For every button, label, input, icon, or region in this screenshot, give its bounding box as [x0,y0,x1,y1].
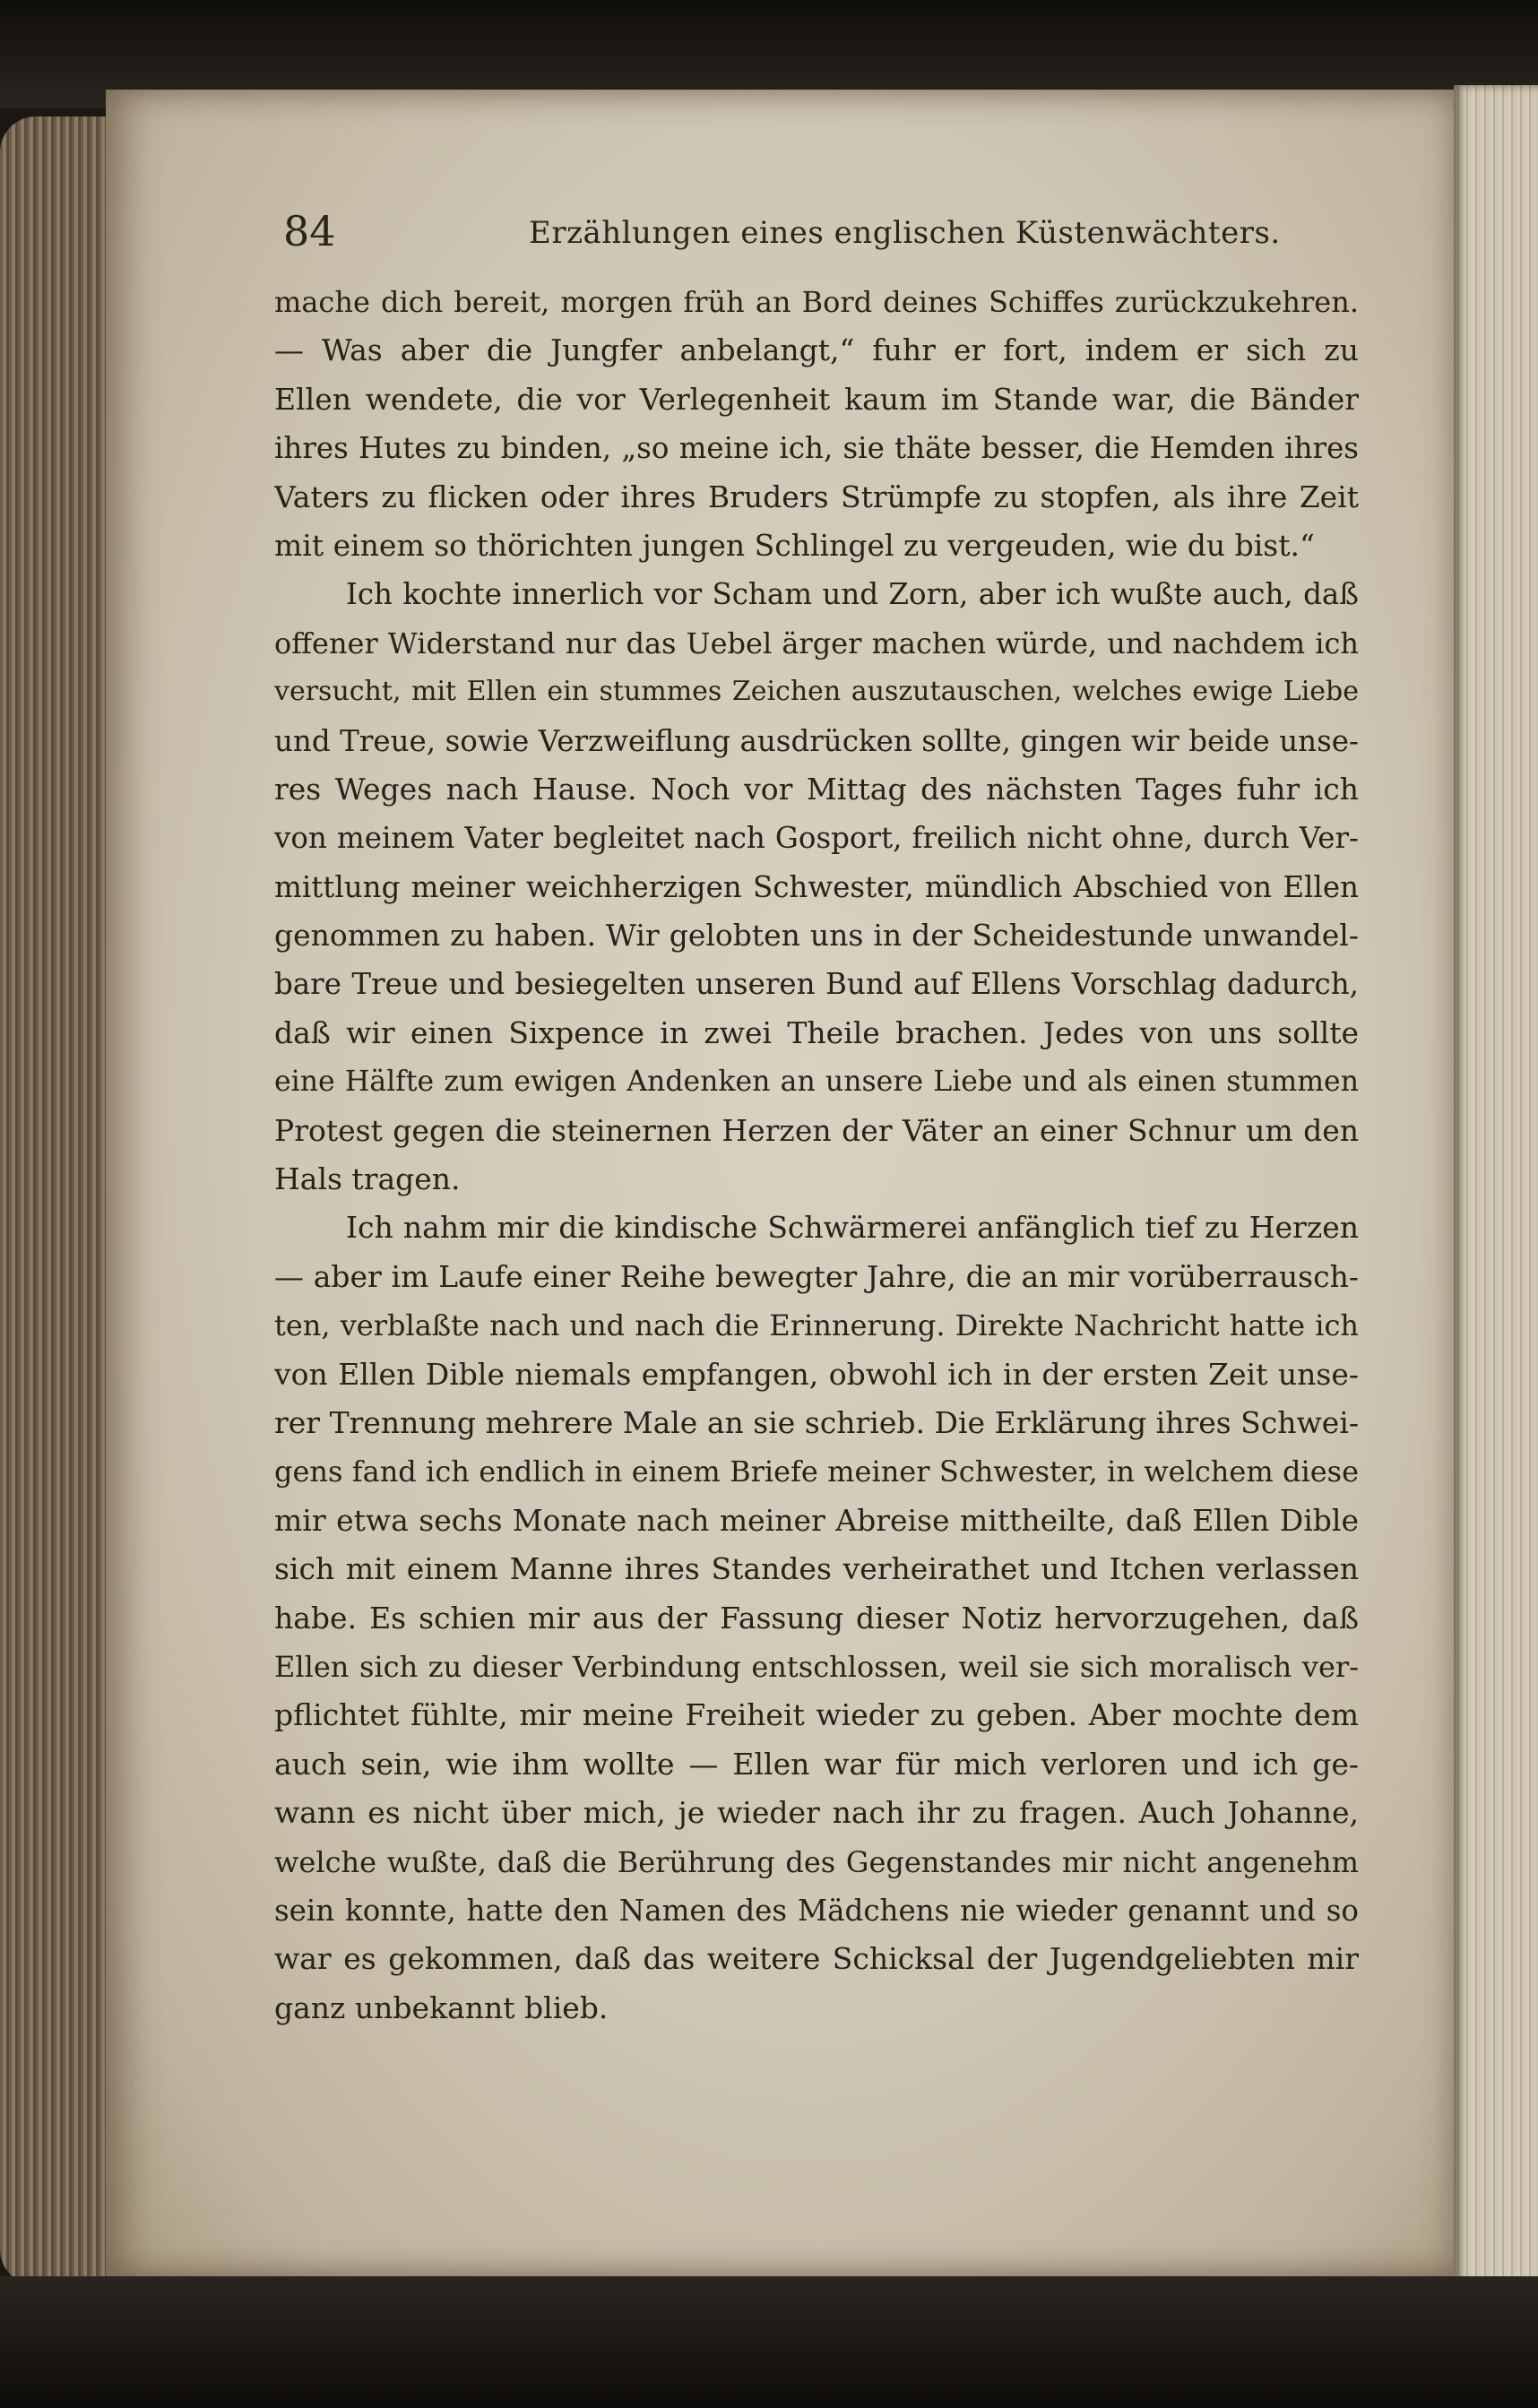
text-line: Ich kochte innerlich vor Scham und Zorn, aber ich wußte auch, daß [346,577,1359,612]
text-line: daß wir einen Sixpence in zwei Theile brachen. Jedes von uns sollte [274,1014,1359,1050]
text-line: bare Treue und besiegelten unseren Bund auf Ellens Vorschlag dadurch, [274,967,1359,1002]
text-line: gens fand ich endlich in einem Briefe meiner Schwester, in welchem diese [274,1454,1359,1489]
text-line: Vaters zu flicken oder ihres Bruders Strümpfe zu stopfen, als ihre Zeit [274,479,1359,514]
text-line: sein konnte, hatte den Namen des Mädchens nie wieder genannt und so [274,1893,1359,1928]
text-line: Ich nahm mir die kindische Schwärmerei anfänglich tief zu Herzen [346,1210,1359,1246]
text-line: welche wußte, daß die Berührung des Gegenstandes mir nicht angenehm [274,1844,1359,1879]
text-line: Ellen wendete, die vor Verlegenheit kaum im Stande war, die Bänder [274,381,1359,417]
page-header [283,204,1404,258]
page-number: 84 [283,207,336,255]
text-line: von Ellen Dible niemals empfangen, obwohl ich in der ersten Zeit unse- [274,1356,1359,1392]
text-line: res Weges nach Hause. Noch vor Mittag des nächsten Tages fuhr ich [274,771,1359,807]
text-line: versucht, mit Ellen ein stummes Zeichen auszutauschen, welches ewige Liebe [274,676,1359,708]
text-line: auch sein, wie ihm wollte — Ellen war für mich verloren und ich ge- [274,1746,1359,1782]
text-line: genommen zu haben. Wir gelobten uns in der Scheidestunde unwandel- [274,918,1359,954]
text-line: sich mit einem Manne ihres Standes verheirathet und Itchen verlassen [274,1551,1359,1587]
text-line: ihres Hutes zu binden, „so meine ich, sie thäte besser, die Hemden ihres [274,431,1359,466]
text-line: und Treue, sowie Verzweiflung ausdrücken sollte, gingen wir beide unse- [274,723,1359,758]
text-line: habe. Es schien mir aus der Fassung dieser Notiz hervorzugehen, daß [274,1600,1359,1636]
text-line: mache dich bereit, morgen früh an Bord deines Schiffes zurückzukehren. [274,285,1359,319]
text-line: war es gekommen, daß das weitere Schicksal der Jugendgeliebten mir [274,1941,1359,1977]
book-left-edge [0,117,117,2285]
text-line: mir etwa sechs Monate nach meiner Abreise mittheilte, daß Ellen Dible [274,1502,1359,1538]
text-line: mit einem so thörichten jungen Schlingel zu vergeuden, wie du bist.“ [274,527,1315,563]
book-right-pages [1454,85,1538,2290]
text-line: ten, verblaßte nach und nach die Erinnerung. Direkte Nachricht hatte ich [274,1308,1359,1343]
body-text [274,278,1359,2033]
text-line: Hals tragen. [274,1161,461,1197]
text-line: — Was aber die Jungfer anbelangt,“ fuhr er fort, indem er sich zu [274,332,1359,368]
text-line: offener Widerstand nur das Uebel ärger machen würde, und nachdem ich [274,626,1359,660]
text-line: pflichtet fühlte, mir meine Freiheit wieder zu geben. Aber mochte dem [274,1697,1359,1733]
background-bottom [0,2276,1538,2408]
text-line: ganz unbekannt blieb. [274,1989,609,2025]
text-line: mittlung meiner weichherzigen Schwester, mündlich Abschied von Ellen [274,869,1359,904]
text-line: Protest gegen die steinernen Herzen der Väter an einer Schnur um den [274,1112,1359,1148]
text-line: eine Hälfte zum ewigen Andenken an unsere Liebe und als einen stummen [274,1066,1359,1099]
text-line: wann es nicht über mich, je wieder nach ihr zu fragen. Auch Johanne, [274,1795,1359,1831]
running-title: Erzählungen eines englischen Küstenwächters. [529,215,1281,251]
text-line: — aber im Laufe einer Reihe bewegter Jahre, die an mir vorüberrausch- [274,1258,1359,1294]
text-line: von meinem Vater begleitet nach Gosport, freilich nicht ohne, durch Ver- [274,821,1359,856]
text-line: Ellen sich zu dieser Verbindung entschlossen, weil sie sich moralisch ver- [274,1649,1359,1684]
text-line: rer Trennung mehrere Male an sie schrieb. Die Erklärung ihres Schwei- [274,1404,1359,1440]
